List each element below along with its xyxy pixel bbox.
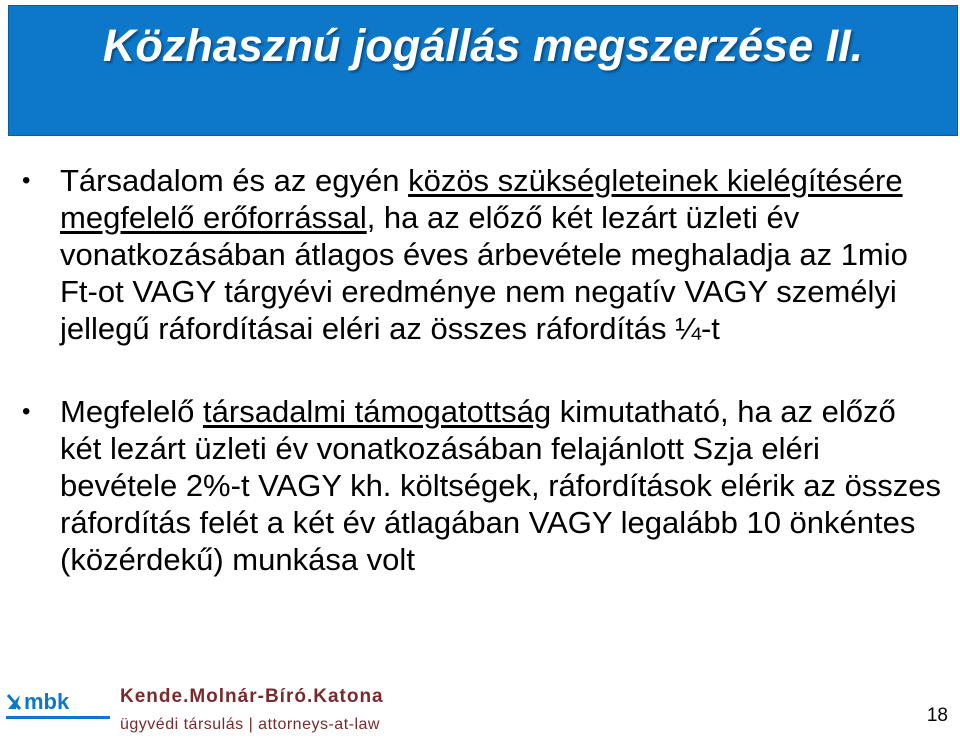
- title-bar: [8, 5, 958, 136]
- firm-tagline: ügyvédi társulás | attorneys-at-law: [120, 716, 380, 733]
- bullet-2-text-a: Megfelelő: [60, 394, 204, 429]
- logo-underline: [6, 716, 110, 719]
- bullet-2-text-b: kimutatható, ha az előző két lezárt üzleti év vonatkozásában felajánlott Szja eléri bevétele 2%-t VAGY kh. költségek, ráfordítások elérik az összes ráfordítás felét a két év átlagában VAGY legalább 10 önkéntes (közérdekű) munkása volt: [60, 394, 942, 577]
- slide-content: [22, 162, 942, 578]
- slide-title: Közhasznú jogállás megszerzése II.: [102, 20, 864, 71]
- bullet-item-2: [22, 393, 942, 578]
- bullet-dot-icon: •: [22, 167, 31, 194]
- bullet-dot-icon: •: [22, 398, 31, 425]
- page-number: 18: [926, 705, 948, 726]
- bullet-1-text-b: , ha az előző két lezárt üzleti év vonatkozásában átlagos éves árbevétele meghaladja az 1mio Ft-ot VAGY tárgyévi eredménye nem negatív VAGY személyi jellegű ráfordításai eléri az összes ráfordítás ¼-t: [60, 200, 908, 346]
- mbk-logo-icon: [6, 687, 110, 715]
- bullet-2-underlined-text: társadalmi támogatottság: [203, 394, 552, 429]
- logo-wordmark: mbk: [24, 689, 70, 714]
- bullet-item-1: [22, 162, 942, 347]
- firm-names: Kende.Molnár-Bíró.Katona: [120, 686, 384, 707]
- bullet-1-underlined-text: közös szükségleteinek kielégítésére megfelelő erőforrással: [60, 163, 903, 235]
- bullet-1-text-a: Társadalom és az egyén: [60, 163, 409, 198]
- slide-footer: [0, 683, 960, 740]
